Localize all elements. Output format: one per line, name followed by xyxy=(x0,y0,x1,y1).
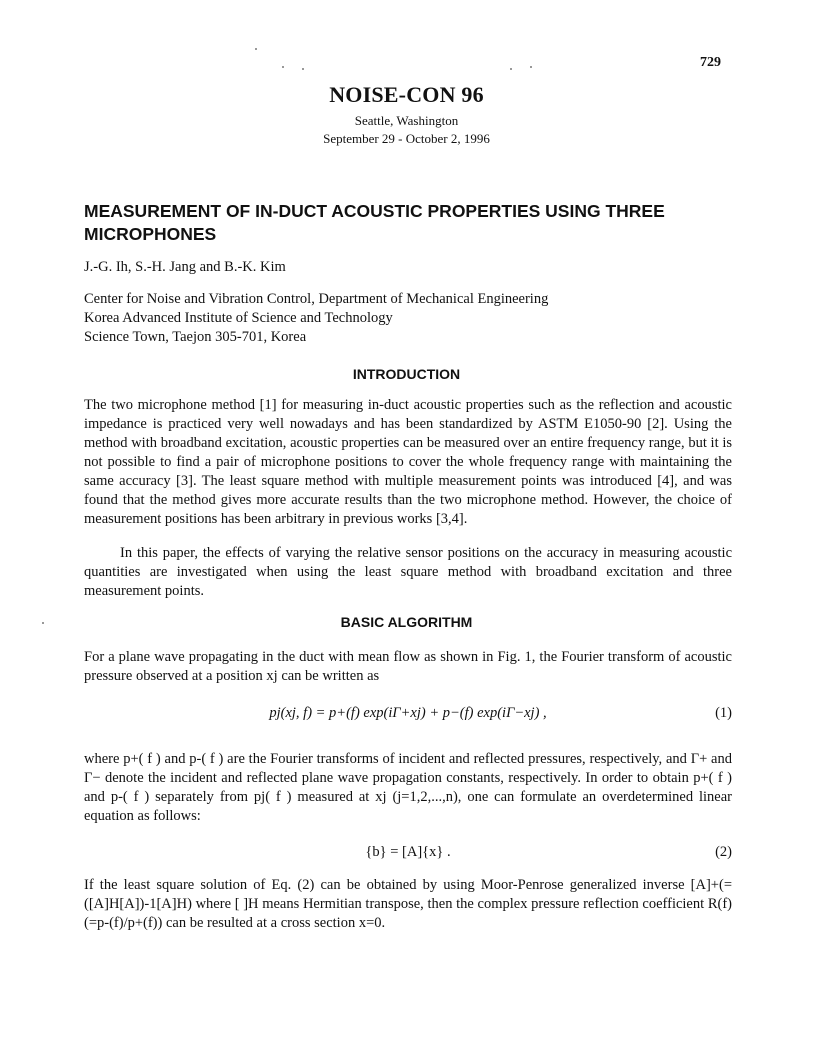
conference-header xyxy=(0,82,813,148)
equation-1-number: (1) xyxy=(715,705,732,721)
conference-dates: September 29 - October 2, 1996 xyxy=(323,131,490,146)
scan-speck xyxy=(255,48,257,50)
equation-1-body: pj(xj, f) = p+(f) exp(iΓ+xj) + p−(f) exp(iΓ−xj) , xyxy=(269,705,547,721)
paper-authors: J.-G. Ih, S.-H. Jang and B.-K. Kim xyxy=(84,259,286,275)
scan-speck xyxy=(530,66,532,68)
algorithm-heading: BASIC ALGORITHM xyxy=(340,614,473,630)
introduction-paragraph-1: The two microphone method [1] for measuring in-duct acoustic properties such as the reflection and acoustic impedance is practiced very well nowadays and has been standardized by ASTM E1050-90 [2]. Using the method with broadband excitation, acoustic properties can be measured over an entire frequency range, but it is not possible to find a pair of microphone positions to cover the whole frequency range with maintaining the same accuracy [3]. The least square method with multiple measurement points was introduced [4], and was found that the method gives more accurate results than the two microphone method. However, the choice of measurement positions has been arbitrary in previous works [3,4]. xyxy=(84,397,732,527)
algorithm-paragraph-3: If the least square solution of Eq. (2) can be obtained by using Moor-Penrose generalized inverse [A]+(=([A]H[A])-1[A]H) where [ ]H means Hermitian transpose, then the complex pressure reflection coefficient R(f) (=p-(f)/p+(f)) can be resulted at a cross section x=0. xyxy=(84,877,732,931)
paper-title: MEASUREMENT OF IN-DUCT ACOUSTIC PROPERTIES USING THREE MICROPHONES xyxy=(84,201,665,244)
algorithm-paragraph-2: where p+( f ) and p-( f ) are the Fourier transforms of incident and reflected pressures, respectively, and Γ+ and Γ− denote the incident and reflected plane wave propagation constants, respectively. In order to obtain p+( f ) and p-( f ) separately from pj( f ) measured at xj (j=1,2,...,n), one can formulate an overdetermined linear equation as follows: xyxy=(84,751,732,824)
affiliation-line: Korea Advanced Institute of Science and Technology xyxy=(84,310,393,326)
affiliation-line: Science Town, Taejon 305-701, Korea xyxy=(84,329,307,345)
introduction-heading: INTRODUCTION xyxy=(352,366,461,382)
page-number: 729 xyxy=(700,55,721,70)
conference-location: Seattle, Washington xyxy=(354,113,459,128)
algorithm-paragraph-1: For a plane wave propagating in the duct with mean flow as shown in Fig. 1, the Fourier transform of acoustic pressure observed at a position xj can be written as xyxy=(84,649,732,684)
equation-2-body: {b} = [A]{x} . xyxy=(365,844,451,860)
affiliation-line: Center for Noise and Vibration Control, Department of Mechanical Engineering xyxy=(84,291,549,307)
introduction-paragraph-2: In this paper, the effects of varying the relative sensor positions on the accuracy in measuring acoustic quantities are investigated when using the least square method with broadband excitation and three measurement points. xyxy=(84,545,732,599)
equation-2-number: (2) xyxy=(715,844,732,860)
conference-name: NOISE-CON 96 xyxy=(329,82,484,107)
scan-speck xyxy=(510,68,512,70)
scan-speck xyxy=(302,68,304,70)
scan-speck xyxy=(282,66,284,68)
paper-affiliation xyxy=(84,290,548,347)
